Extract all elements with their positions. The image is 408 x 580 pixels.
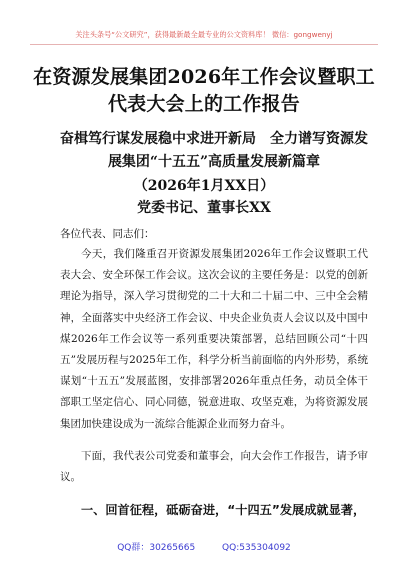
greeting xyxy=(60,224,368,245)
paragraph-1-text: 今天，我们隆重召开资源发展集团2026年工作会议暨职工代表大会、安全环保工作会议。这次会议的主要任务是：以党的创新理论为指导，深入学习贯彻党的二十大和二十届二中、三中全会精神，全面落实中央经济工作会议、中央企业负责人会议以及中国中煤2026年工作会议等一系列重要决策部署，总结回顾公司“十四五”发展历程与2025年工作，科学分析当前面临的内外形势，系统谋划“十五五”发展蓝图，安排部署2026年重点任务，动员全体干部职工坚定信心、同心同德，锐意进取、攻坚克难，为将资源发展集团加快建设成为一流综合能源企业而努力奋斗。 xyxy=(60,248,368,430)
title-line-2: 代表大会上的工作报告 xyxy=(107,93,300,115)
header-promo-text: 关注头条号“公文研究”，获得最新最全最专业的公文资料库！ 微信：gongwenyj xyxy=(75,30,333,39)
document-title xyxy=(20,64,388,118)
title-line-1: 在资源发展集团2026年工作会议暨职工 xyxy=(33,66,375,88)
document-author: 党委书记、董事长XX xyxy=(137,200,271,216)
footer-qq-group: QQ群：30265665 xyxy=(117,543,196,553)
subtitle-line-1: 奋楫笃行谋发展稳中求进开新局 全力谱写资源发 xyxy=(60,131,368,147)
body-paragraph-2 xyxy=(60,446,368,488)
document-subtitle xyxy=(44,128,384,174)
header-divider xyxy=(30,44,378,45)
greeting-text: 各位代表、同志们： xyxy=(60,228,155,240)
document-date: （2026年1月XX日） xyxy=(133,178,275,194)
footer xyxy=(0,540,408,553)
section-1-heading: 一、回首征程，砥砺奋进，“十四五”发展成就显著， xyxy=(81,503,366,517)
footer-qq: QQ:535304092 xyxy=(222,543,291,553)
paragraph-2-text: 下面，我代表公司党委和董事会，向大会作工作报告，请予审议。 xyxy=(60,450,368,484)
subtitle-line-2: 展集团“十五五”高质量发展新篇章 xyxy=(107,154,321,170)
body-paragraph-1 xyxy=(60,244,368,435)
